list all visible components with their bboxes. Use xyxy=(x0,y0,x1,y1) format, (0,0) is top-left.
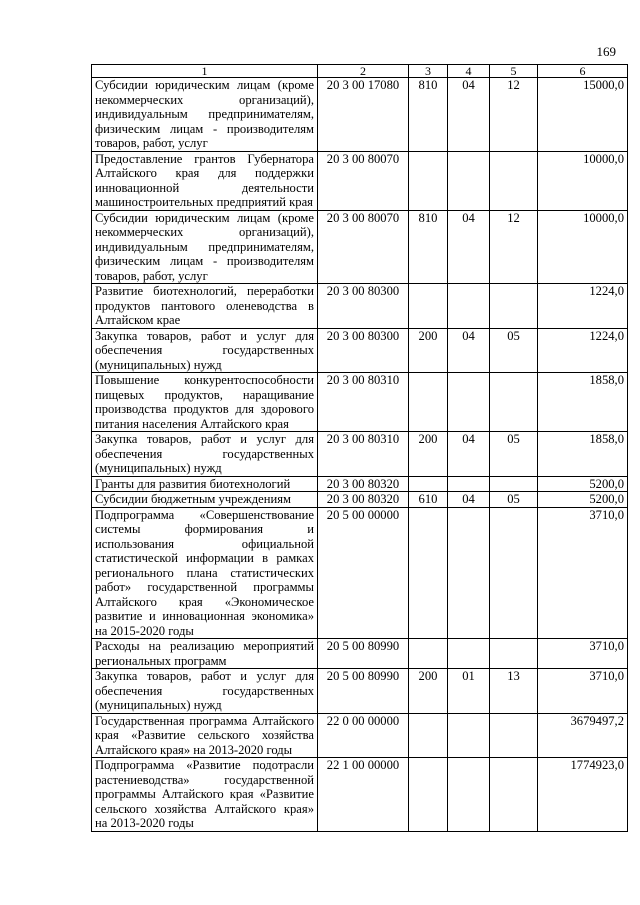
row-amount: 1774923,0 xyxy=(538,758,628,832)
row-amount: 1858,0 xyxy=(538,432,628,477)
row-section: 01 xyxy=(448,669,490,714)
table-row xyxy=(92,432,628,477)
row-amount: 3710,0 xyxy=(538,669,628,714)
row-expense-type: 810 xyxy=(409,210,448,284)
column-header: 4 xyxy=(448,65,490,78)
row-subsection: 05 xyxy=(490,328,538,373)
row-expense-type: 810 xyxy=(409,78,448,152)
row-subsection xyxy=(490,639,538,669)
row-subsection xyxy=(490,373,538,432)
row-section xyxy=(448,373,490,432)
row-target-code: 20 5 00 00000 xyxy=(318,507,409,639)
row-target-code: 20 3 00 80320 xyxy=(318,492,409,508)
row-target-code: 22 1 00 00000 xyxy=(318,758,409,832)
row-subsection xyxy=(490,284,538,329)
row-target-code: 20 3 00 17080 xyxy=(318,78,409,152)
row-section: 04 xyxy=(448,492,490,508)
row-target-code: 20 3 00 80320 xyxy=(318,476,409,492)
column-header: 3 xyxy=(409,65,448,78)
row-description: Подпрограмма «Совершенствование системы формирования и использования официальной статистической информации в рамках регионального плана статистических работ» государственной программы Алтайского края «Экономическое развитие и инновационная экономика» на 2015-2020 годы xyxy=(92,507,318,639)
row-section xyxy=(448,713,490,758)
row-description: Повышение конкурентоспособности пищевых продуктов, наращивание производства продуктов для здорового питания населения Алтайского края xyxy=(92,373,318,432)
row-section xyxy=(448,284,490,329)
row-expense-type xyxy=(409,713,448,758)
row-amount: 3679497,2 xyxy=(538,713,628,758)
table-row xyxy=(92,210,628,284)
row-amount: 5200,0 xyxy=(538,492,628,508)
row-expense-type xyxy=(409,476,448,492)
row-subsection: 12 xyxy=(490,78,538,152)
table-row xyxy=(92,492,628,508)
row-expense-type: 610 xyxy=(409,492,448,508)
row-target-code: 22 0 00 00000 xyxy=(318,713,409,758)
row-description: Субсидии юридическим лицам (кроме некоммерческих организаций), индивидуальным предпринимателям, физическим лицам - производителям товаров, работ, услуг xyxy=(92,210,318,284)
row-amount: 5200,0 xyxy=(538,476,628,492)
table-header-row xyxy=(92,65,628,78)
row-expense-type xyxy=(409,373,448,432)
page-number: 169 xyxy=(596,44,616,59)
row-subsection xyxy=(490,758,538,832)
row-description: Субсидии юридическим лицам (кроме некоммерческих организаций), индивидуальным предпринимателям, физическим лицам - производителям товаров, работ, услуг xyxy=(92,78,318,152)
row-description: Закупка товаров, работ и услуг для обеспечения государственных (муниципальных) нужд xyxy=(92,669,318,714)
row-expense-type xyxy=(409,151,448,210)
row-section xyxy=(448,476,490,492)
budget-table xyxy=(91,64,628,832)
row-target-code: 20 3 00 80300 xyxy=(318,284,409,329)
table-row xyxy=(92,713,628,758)
row-amount: 1224,0 xyxy=(538,284,628,329)
row-amount: 1224,0 xyxy=(538,328,628,373)
row-expense-type xyxy=(409,758,448,832)
row-section xyxy=(448,639,490,669)
row-section: 04 xyxy=(448,78,490,152)
row-amount: 3710,0 xyxy=(538,639,628,669)
row-section: 04 xyxy=(448,210,490,284)
row-target-code: 20 5 00 80990 xyxy=(318,639,409,669)
row-amount: 15000,0 xyxy=(538,78,628,152)
row-amount: 1858,0 xyxy=(538,373,628,432)
column-header: 2 xyxy=(318,65,409,78)
row-subsection xyxy=(490,151,538,210)
table-row xyxy=(92,328,628,373)
table-row xyxy=(92,476,628,492)
column-header: 5 xyxy=(490,65,538,78)
row-amount: 3710,0 xyxy=(538,507,628,639)
row-section xyxy=(448,151,490,210)
row-description: Субсидии бюджетным учреждениям xyxy=(92,492,318,508)
table-row xyxy=(92,284,628,329)
row-description: Гранты для развития биотехнологий xyxy=(92,476,318,492)
row-section xyxy=(448,507,490,639)
table-row xyxy=(92,669,628,714)
row-expense-type xyxy=(409,284,448,329)
column-header: 1 xyxy=(92,65,318,78)
row-expense-type: 200 xyxy=(409,328,448,373)
row-subsection xyxy=(490,476,538,492)
row-expense-type: 200 xyxy=(409,432,448,477)
row-target-code: 20 3 00 80300 xyxy=(318,328,409,373)
row-section: 04 xyxy=(448,328,490,373)
table-row xyxy=(92,758,628,832)
row-section xyxy=(448,758,490,832)
row-subsection xyxy=(490,713,538,758)
row-subsection: 05 xyxy=(490,492,538,508)
row-description: Развитие биотехнологий, переработки продуктов пантового оленеводства в Алтайском крае xyxy=(92,284,318,329)
row-target-code: 20 3 00 80310 xyxy=(318,432,409,477)
row-target-code: 20 5 00 80990 xyxy=(318,669,409,714)
row-subsection: 05 xyxy=(490,432,538,477)
column-header: 6 xyxy=(538,65,628,78)
row-expense-type xyxy=(409,639,448,669)
row-description: Закупка товаров, работ и услуг для обеспечения государственных (муниципальных) нужд xyxy=(92,328,318,373)
row-expense-type xyxy=(409,507,448,639)
row-subsection: 12 xyxy=(490,210,538,284)
row-section: 04 xyxy=(448,432,490,477)
row-description: Подпрограмма «Развитие подотрасли растениеводства» государственной программы Алтайского края «Развитие сельского хозяйства Алтайского края» на 2013-2020 годы xyxy=(92,758,318,832)
row-description: Расходы на реализацию мероприятий региональных программ xyxy=(92,639,318,669)
table-row xyxy=(92,507,628,639)
row-description: Предоставление грантов Губернатора Алтайского края для поддержки инновационной деятельности машиностроительных предприятий края xyxy=(92,151,318,210)
table-row xyxy=(92,151,628,210)
row-subsection xyxy=(490,507,538,639)
row-description: Закупка товаров, работ и услуг для обеспечения государственных (муниципальных) нужд xyxy=(92,432,318,477)
row-target-code: 20 3 00 80070 xyxy=(318,210,409,284)
table-row xyxy=(92,639,628,669)
row-description: Государственная программа Алтайского края «Развитие сельского хозяйства Алтайского края» на 2013-2020 годы xyxy=(92,713,318,758)
row-target-code: 20 3 00 80070 xyxy=(318,151,409,210)
table-row xyxy=(92,373,628,432)
row-amount: 10000,0 xyxy=(538,151,628,210)
row-subsection: 13 xyxy=(490,669,538,714)
row-amount: 10000,0 xyxy=(538,210,628,284)
row-expense-type: 200 xyxy=(409,669,448,714)
table-row xyxy=(92,78,628,152)
row-target-code: 20 3 00 80310 xyxy=(318,373,409,432)
